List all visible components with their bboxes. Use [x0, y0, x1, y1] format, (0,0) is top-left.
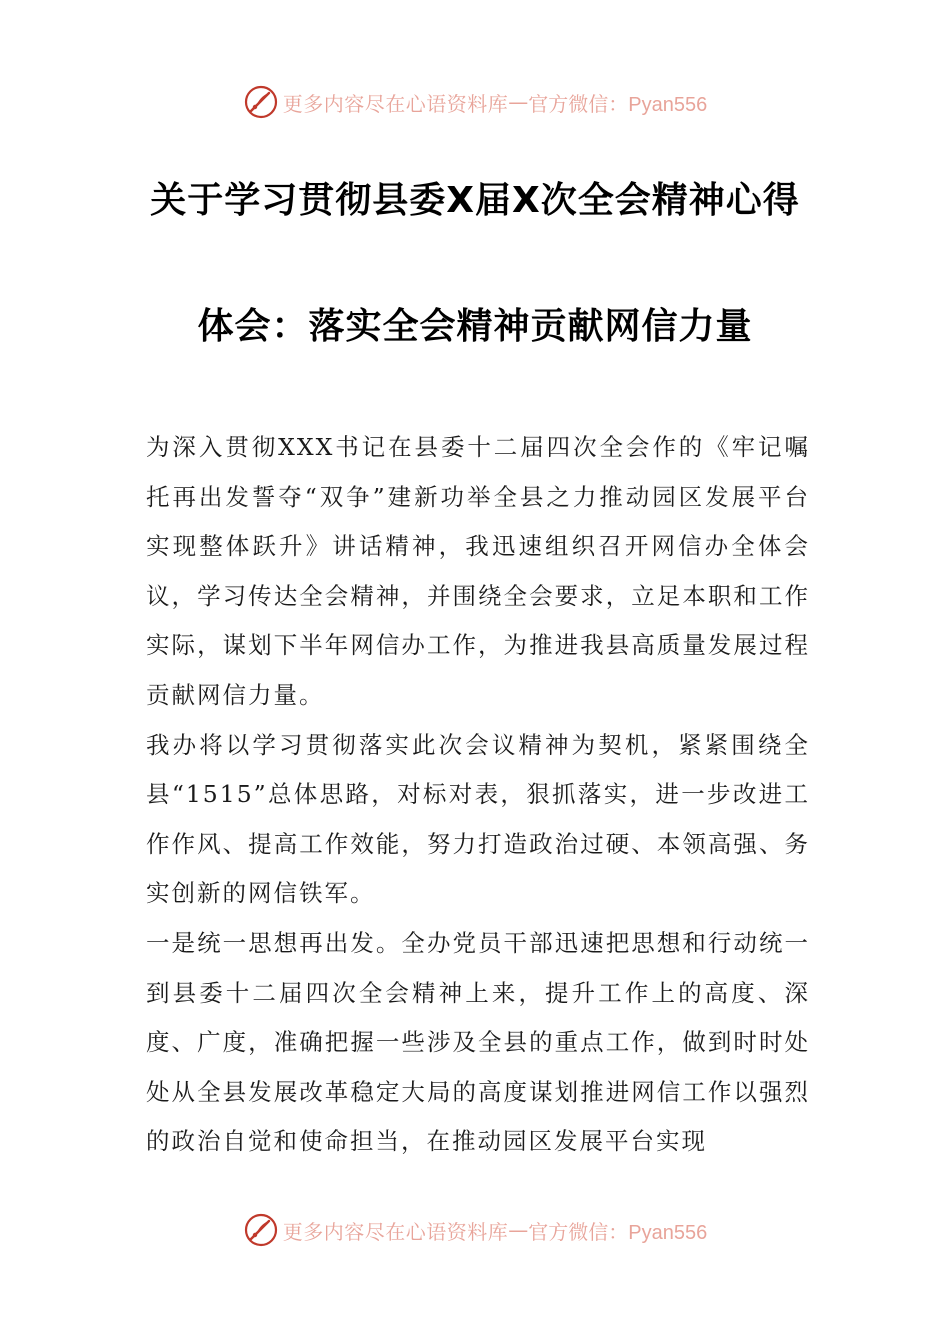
watermark-footer	[0, 1210, 950, 1250]
watermark-separator: —	[508, 90, 529, 114]
quill-logo-icon	[243, 84, 279, 120]
watermark-text: 更多内容尽在心语资料库	[282, 91, 509, 116]
watermark-separator: —	[508, 1218, 529, 1242]
watermark-text: 更多内容尽在心语资料库	[282, 1219, 509, 1244]
paragraph: 为深入贯彻XXX书记在县委十二届四次全会作的《牢记嘱托再出发誓夺“双争”建新功举全县之力推动园区发展平台实现整体跃升》讲话精神，我迅速组织召开网信办全体会议，学习传达全会精神，并围绕全会要求，立足本职和工作实际，谋划下半年网信办工作，为推进我县高质量发展过程贡献网信力量。	[146, 433, 810, 709]
paragraph: 我办将以学习贯彻落实此次会议精神为契机，紧紧围绕全县“1515”总体思路，对标对表，狠抓落实，进一步改进工作作风、提高工作效能，努力打造政治过硬、本领高强、务实创新的网信铁军。	[146, 730, 810, 908]
document-title-line-1: 关于学习贯彻县委X届X次全会精神心得	[150, 180, 800, 221]
document-title-line-2: 体会：落实全会精神贡献网信力量	[197, 306, 753, 347]
quill-logo-icon	[243, 1212, 279, 1248]
watermark-contact: 官方微信：Pyan556	[528, 1221, 708, 1244]
document-body	[146, 423, 810, 1167]
watermark-contact: 官方微信：Pyan556	[528, 93, 708, 116]
watermark-header	[0, 82, 950, 122]
paragraph: 一是统一思想再出发。全办党员干部迅速把思想和行动统一到县委十二届四次全会精神上来，提升工作上的高度、深度、广度，准确把握一些涉及全县的重点工作，做到时时处处从全县发展改革稳定大局的高度谋划推进网信工作以强烈的政治自觉和使命担当，在推动园区发展平台实现	[146, 928, 810, 1156]
